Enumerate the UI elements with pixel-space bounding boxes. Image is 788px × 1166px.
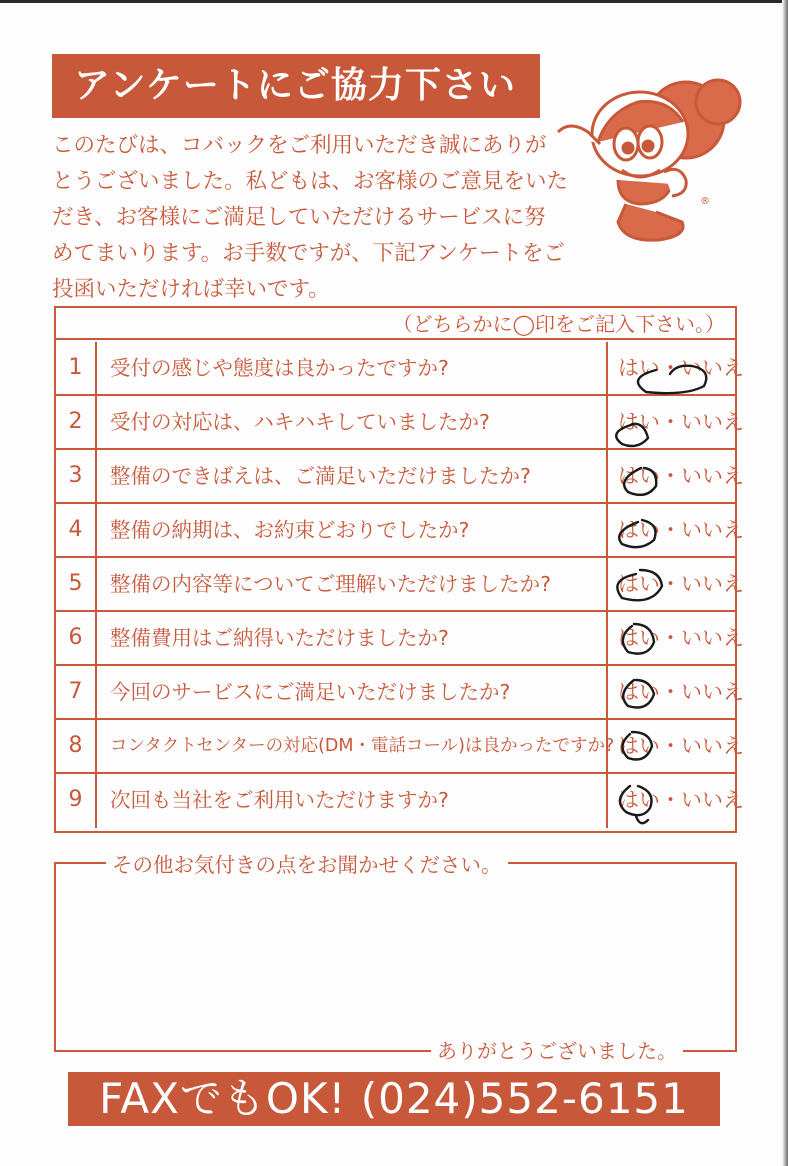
question-text: 整備のできばえは、ご満足いただけましたか?: [110, 464, 531, 488]
question-number: 4: [56, 504, 97, 556]
question-text: 整備の内容等についてご理解いただけましたか?: [110, 572, 551, 596]
survey-row: [56, 450, 744, 504]
question-number: 2: [56, 396, 97, 448]
question-text: 今回のサービスにご満足いただけましたか?: [110, 680, 511, 704]
question-text: 受付の対応は、ハキハキしていましたか?: [110, 410, 490, 434]
intro-line: このたびは、コバックをご利用いただき誠にありが: [52, 133, 547, 158]
intro-line: 投函いただければ幸いです。: [52, 277, 330, 302]
survey-row: [56, 558, 744, 612]
intro-line: めてまいります。お手数ですが、下記アンケートをご: [52, 241, 565, 266]
intro-line: とうございました。私どもは、お客様のご意見をいた: [52, 169, 569, 194]
survey-title: アンケートにご協力下さい: [52, 54, 540, 118]
question-text: 受付の感じや態度は良かったですか?: [110, 356, 449, 380]
comments-box[interactable]: [54, 853, 737, 1063]
answer-options[interactable]: はい・いいえ: [606, 558, 735, 610]
intro-text: [52, 128, 569, 308]
survey-row: [56, 774, 744, 828]
answer-options[interactable]: はい・いいえ: [606, 612, 735, 664]
survey-row: [56, 666, 744, 720]
card-right-edge: [782, 0, 788, 1166]
answer-options[interactable]: はい・いいえ: [606, 396, 735, 448]
answer-options[interactable]: はい・いいえ: [606, 342, 735, 394]
survey-table: [54, 306, 744, 833]
question-number: 3: [56, 450, 97, 502]
survey-instruction: （どちらかに◯印をご記入下さい。）: [56, 308, 735, 340]
question-number: 8: [56, 720, 97, 772]
question-number: 9: [56, 774, 97, 828]
survey-row: [56, 342, 744, 396]
survey-row: [56, 504, 744, 558]
survey-row: [56, 612, 744, 666]
answer-options[interactable]: はい・いいえ: [606, 774, 735, 828]
answer-options[interactable]: はい・いいえ: [606, 666, 735, 718]
question-number: 1: [56, 342, 97, 394]
registered-mark: ®: [700, 196, 710, 207]
answer-options[interactable]: はい・いいえ: [606, 720, 735, 772]
thanks-text: ありがとうございました。: [431, 1035, 683, 1064]
question-number: 6: [56, 612, 97, 664]
comments-label: その他お気付きの点をお聞かせください。: [106, 848, 508, 878]
question-text: 次回も当社をご利用いただけますか?: [110, 788, 449, 812]
question-number: 7: [56, 666, 97, 718]
survey-row: [56, 720, 744, 774]
card-top-edge: [0, 0, 788, 3]
question-text: コンタクトセンターの対応(DM・電話コール)は良かったですか?: [110, 736, 615, 756]
question-text: 整備費用はご納得いただけましたか?: [110, 626, 449, 650]
intro-line: だき、お客様にご満足していただけるサービスに努: [52, 205, 546, 230]
answer-options[interactable]: はい・いいえ: [606, 504, 735, 556]
survey-row: [56, 396, 744, 450]
mascot-character-icon: [548, 72, 748, 252]
answer-options[interactable]: はい・いいえ: [606, 450, 735, 502]
question-number: 5: [56, 558, 97, 610]
question-text: 整備の納期は、お約束どおりでしたか?: [110, 518, 470, 542]
fax-number: FAXでもOK! (024)552-6151: [68, 1072, 720, 1126]
